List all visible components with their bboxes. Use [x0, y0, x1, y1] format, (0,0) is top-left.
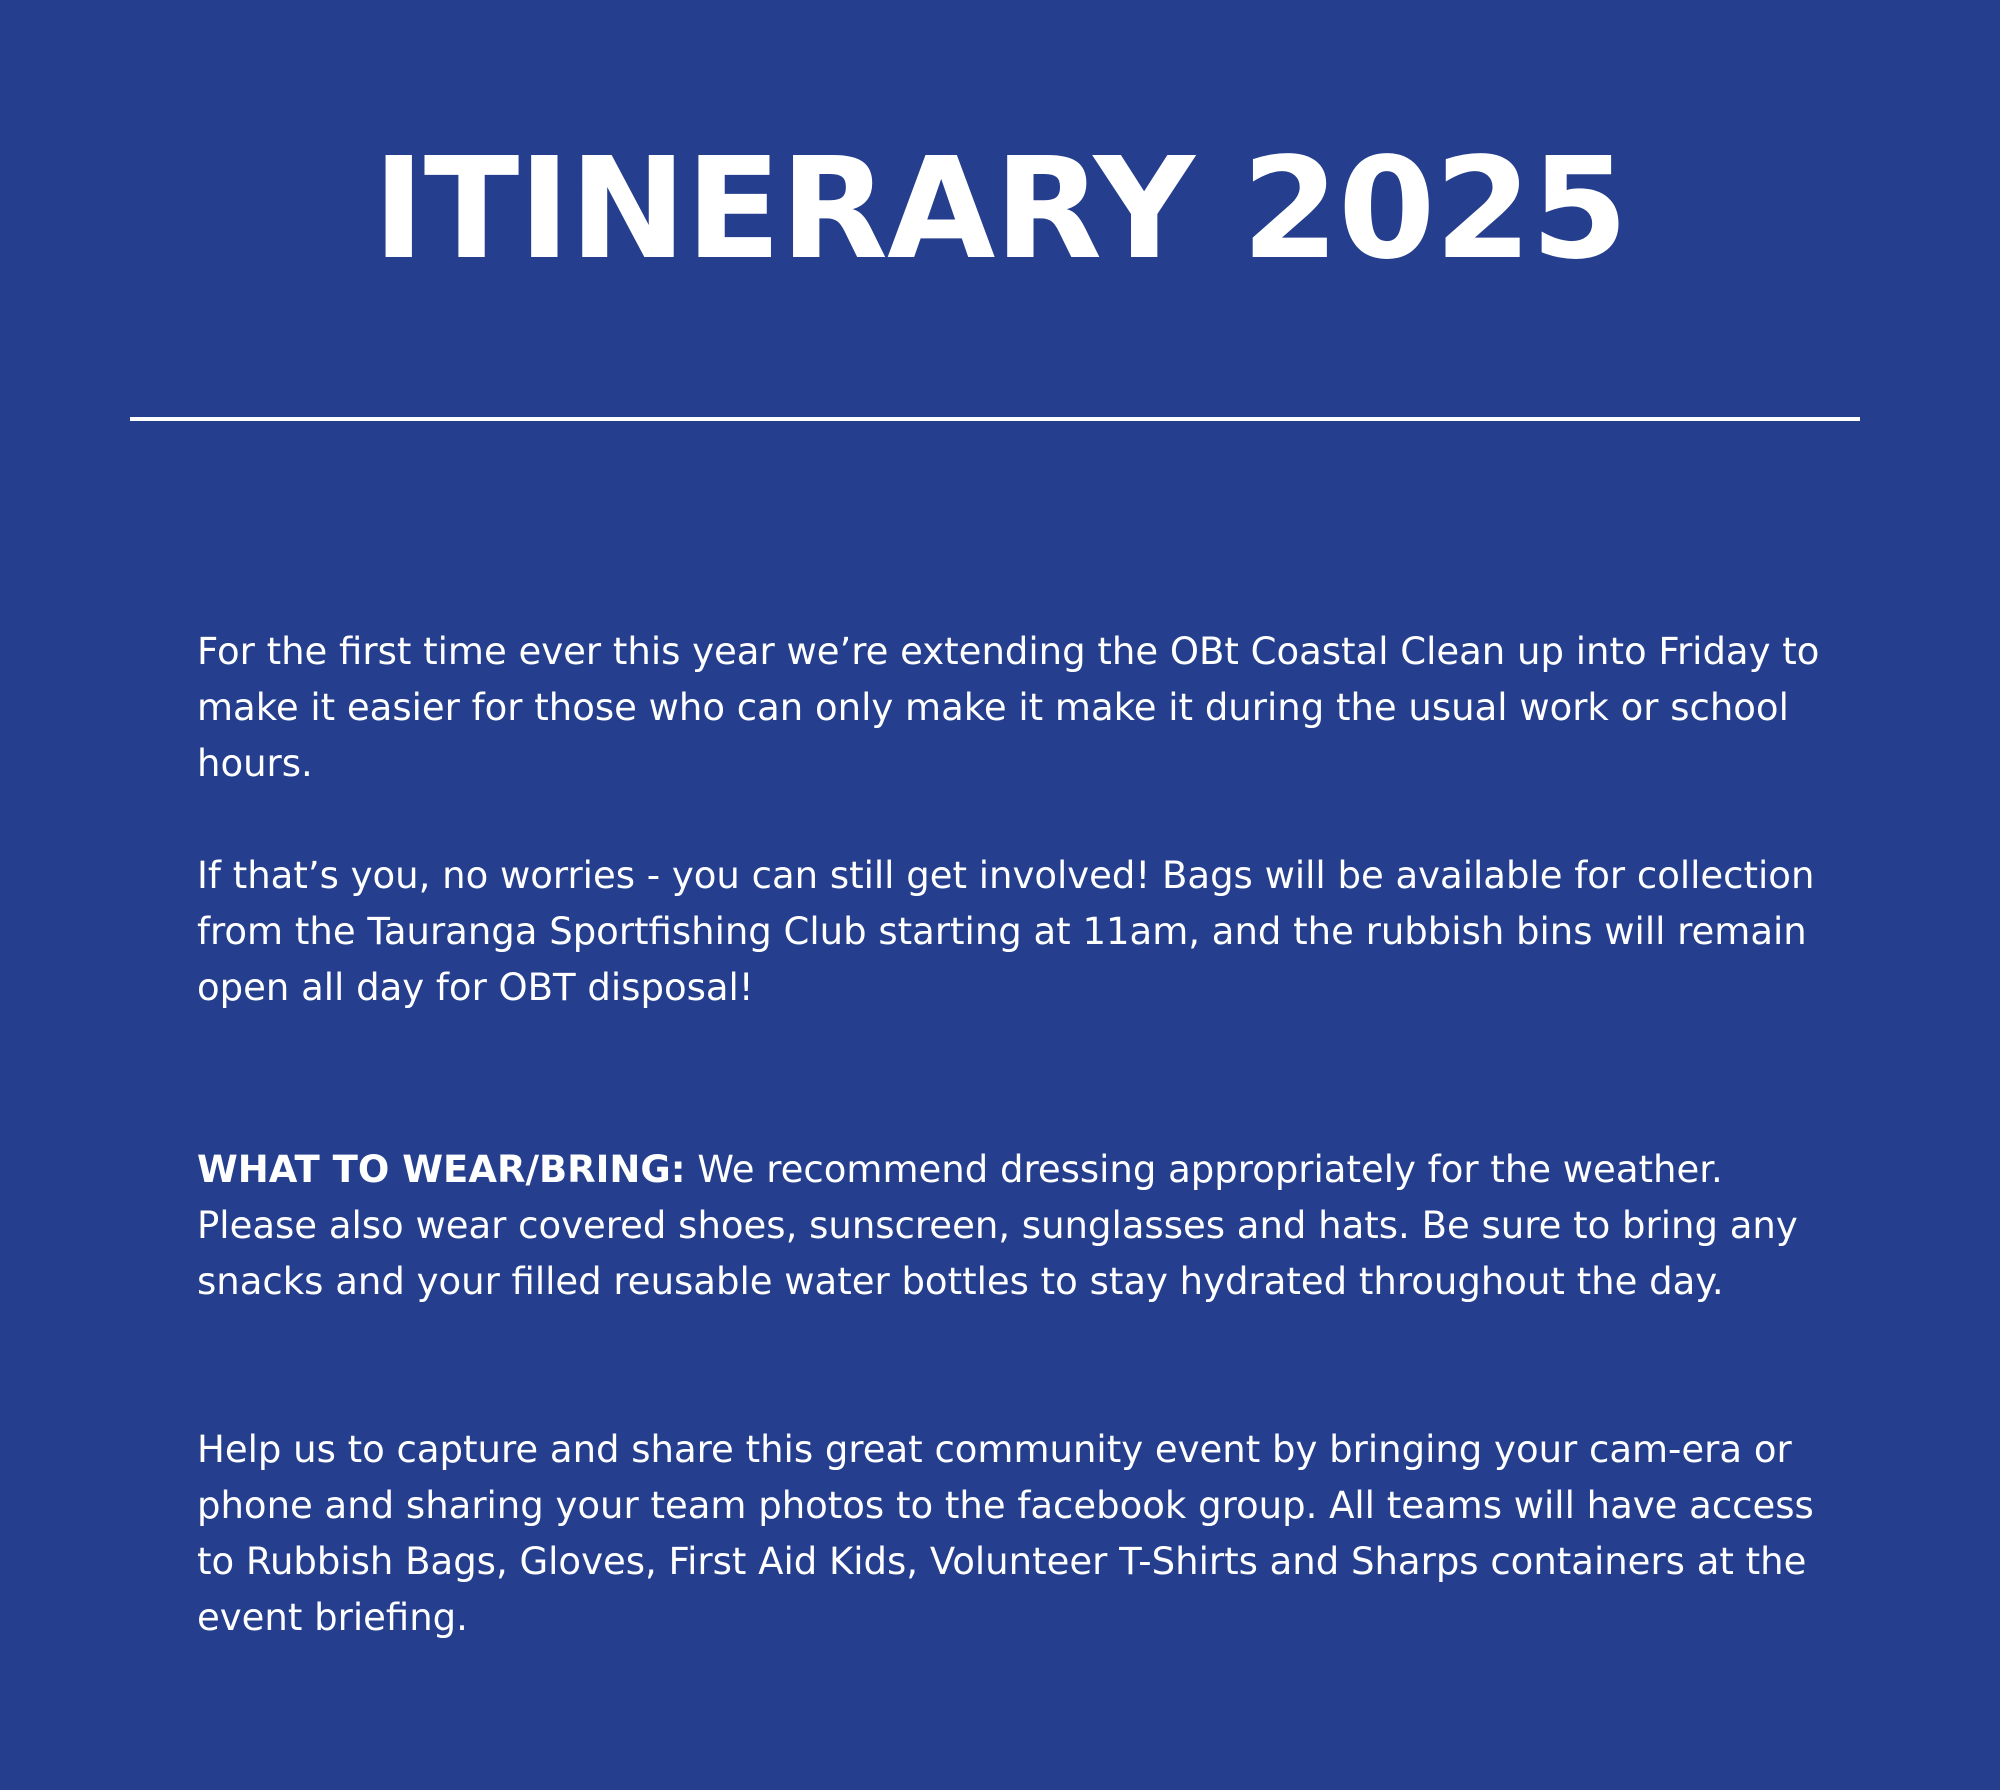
intro-paragraph: For the first time ever this year we’re extending the OBt Coastal Clean up into Friday to make it easier for those who can only make it make it during the usual work or school hours. [197, 630, 1820, 785]
photos-paragraph: Help us to capture and share this great community event by bringing your cam-era or phone and sharing your team photos to the facebook group. All teams will have access to Rubbish Bags, Gloves, First Aid Kids, Volunteer T-Shirts and Sharps containers at the event briefing. [197, 1428, 1814, 1639]
page-title: ITINERARY 2025 [372, 128, 1628, 291]
title-divider [130, 417, 1860, 421]
what-to-wear-text: We recommend dressing appropriately for the weather. Please also wear covered shoes, sunscreen, sunglasses and hats. Be sure to bring any snacks and your filled reusable water bottles to stay hydrated throughout the day. [197, 1148, 1798, 1303]
what-to-wear-paragraph [197, 1142, 1837, 1310]
friday-paragraph: If that’s you, no worries - you can still get involved! Bags will be available for collection from the Tauranga Sportfishing Club starting at 11am, and the rubbish bins will remain open all day for OBT disposal! [197, 854, 1815, 1009]
what-to-wear-label: WHAT TO WEAR/BRING: [197, 1148, 686, 1191]
